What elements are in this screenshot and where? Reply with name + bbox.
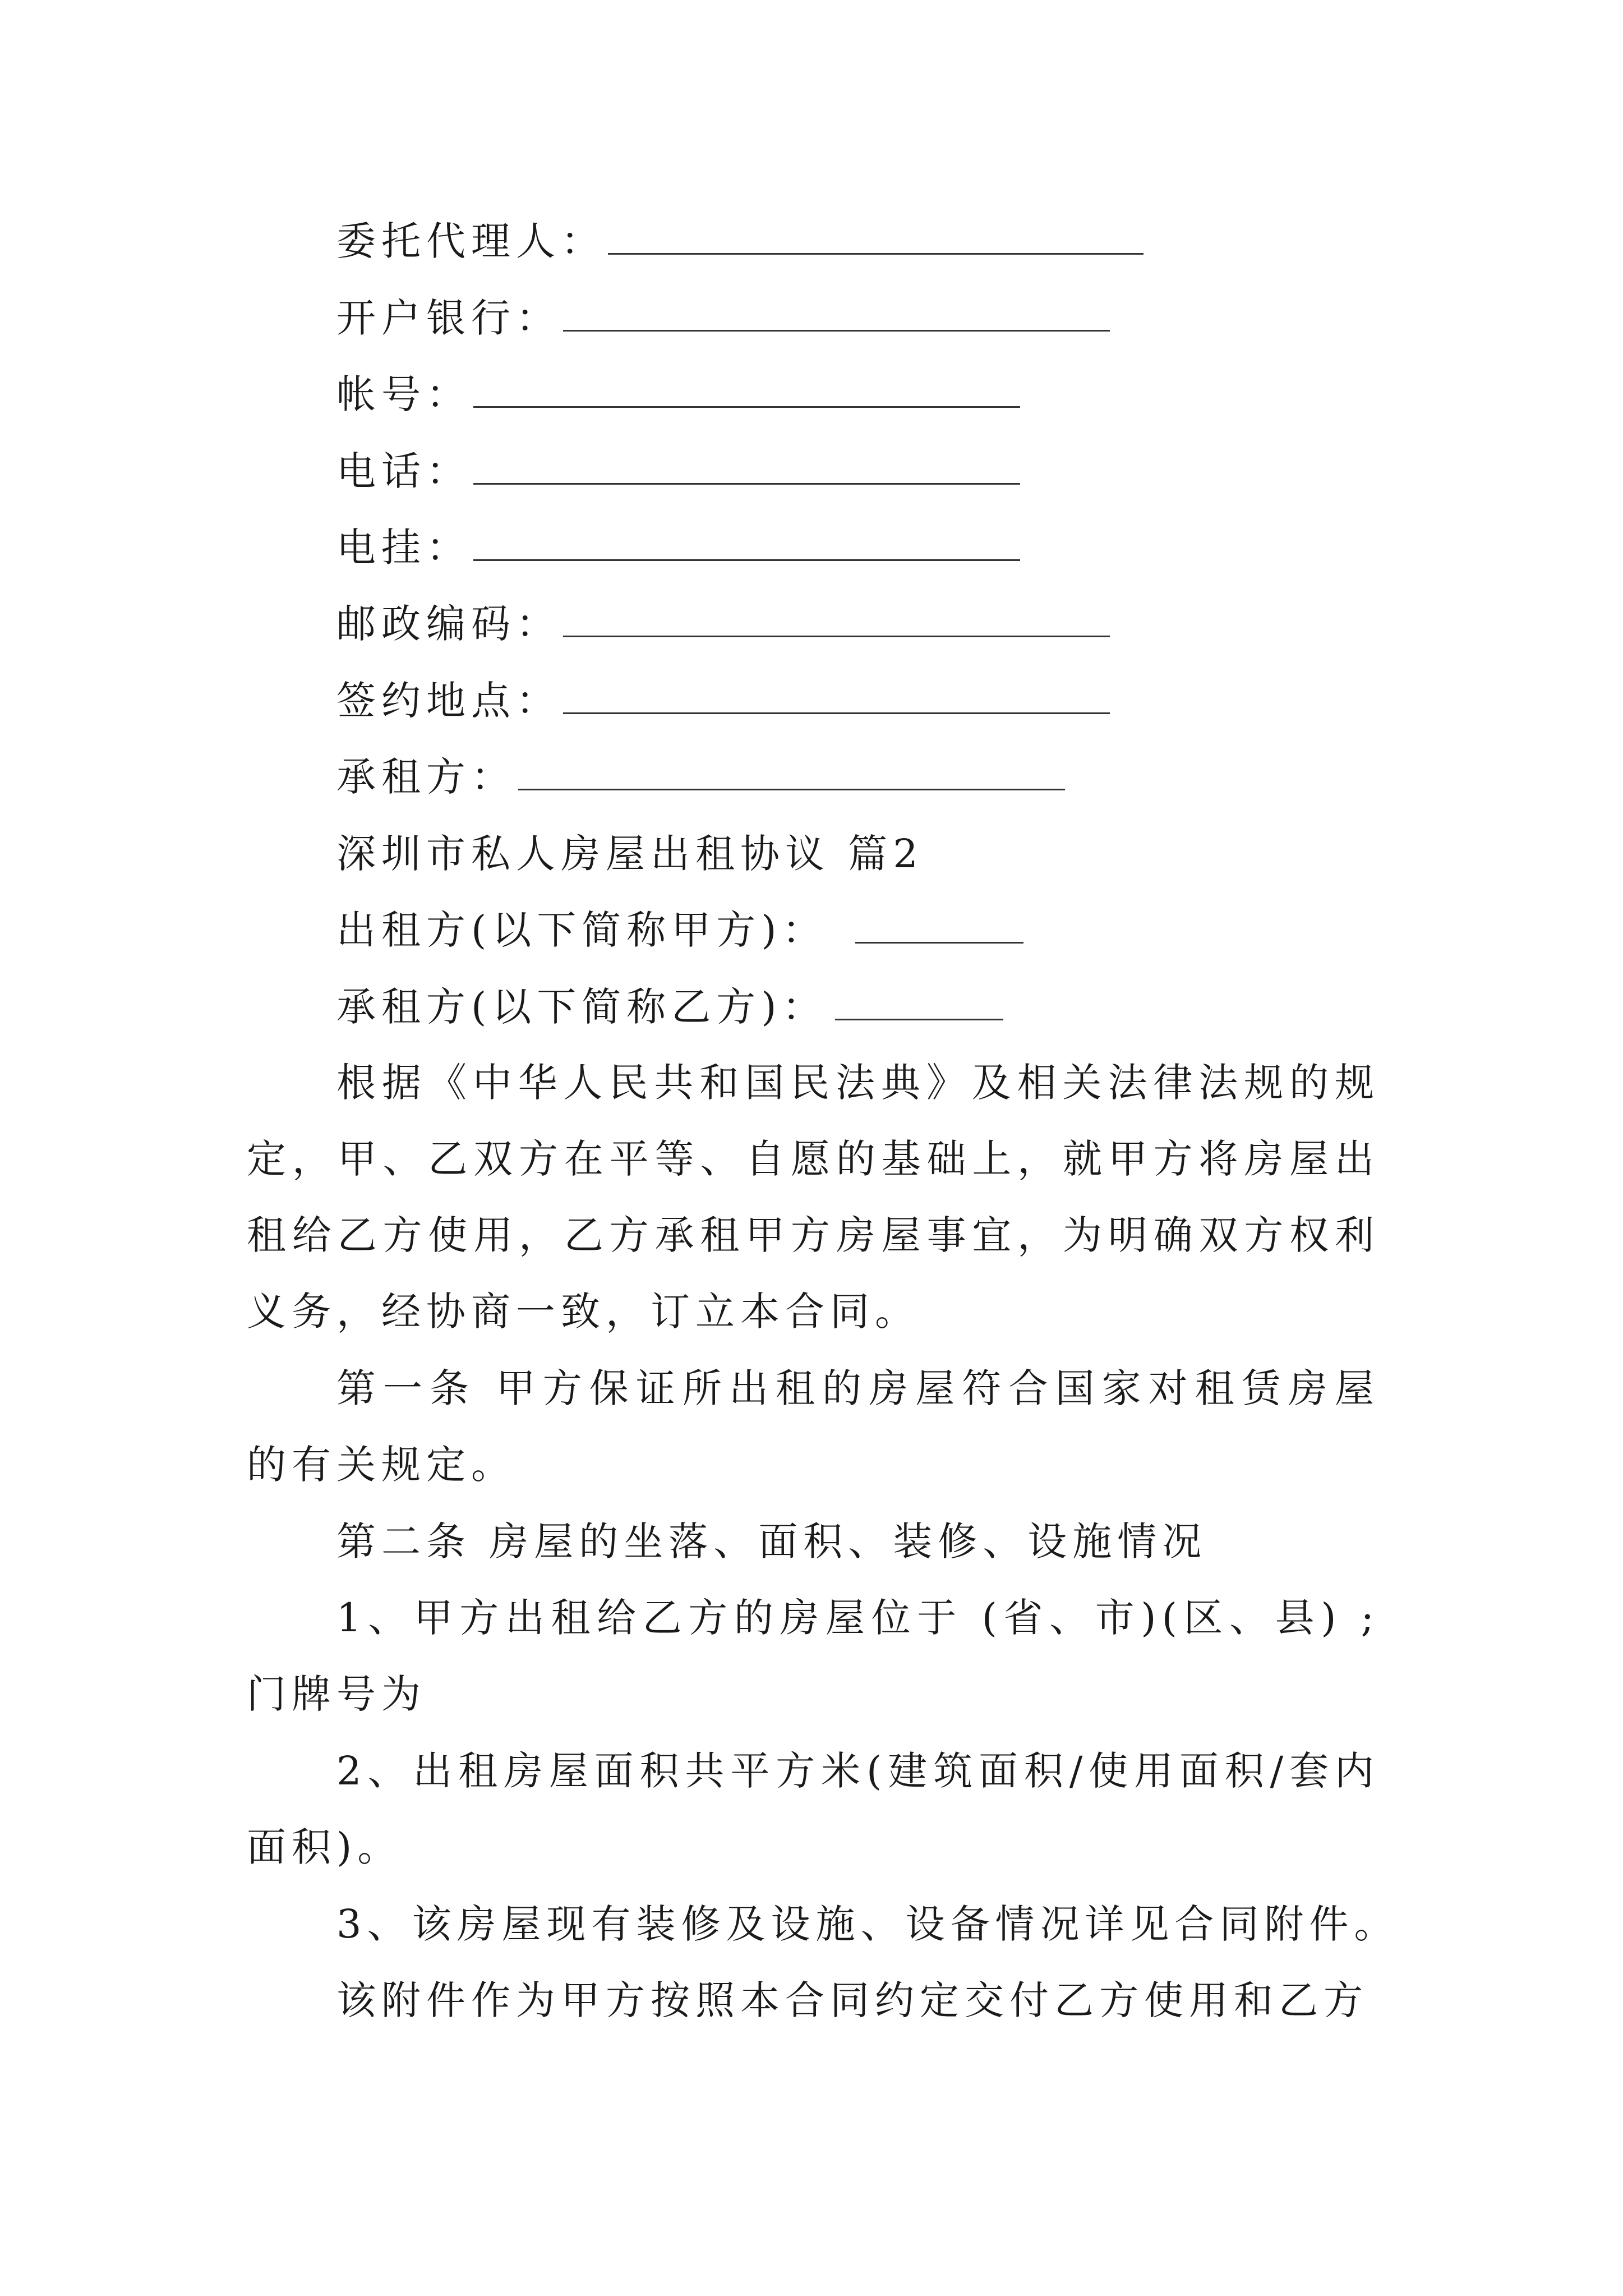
agent-blank [608,222,1144,255]
phone-blank [473,452,1020,485]
postcode-label: 邮政编码： [336,601,561,647]
signing-place-blank [563,681,1110,714]
bank-field [336,295,1110,341]
section-heading: 深圳市私人房屋出租协议 篇2 [336,831,924,877]
postcode-blank [563,604,1110,637]
clause-two: 2、出租房屋面积共平方米(建筑面积/使用面积/套内面积)。 [247,1748,1380,1870]
bank-label: 开户银行： [336,295,561,341]
party-a-label: 出租方(以下简称甲方)： [336,907,827,953]
bank-blank [563,298,1110,332]
cable-field [336,524,1020,570]
article-two: 第二条 房屋的坐落、面积、装修、设施情况 [336,1519,1207,1565]
clause-one: 1、甲方出租给乙方的房屋位于 (省、市)(区、县) ;门牌号为 [247,1595,1380,1717]
agent-field [336,218,1144,264]
lessee-field [336,754,1065,800]
phone-label: 电话： [336,448,471,494]
agent-label: 委托代理人： [336,218,606,264]
party-a-blank [855,910,1023,944]
signing-place-label: 签约地点： [336,678,561,724]
clause-three: 3、该房屋现有装修及设施、设备情况详见合同附件。 [336,1901,1399,1947]
lessee-label: 承租方： [336,754,516,800]
signing-place-field [336,678,1110,724]
party-b-label: 承租方(以下简称乙方)： [336,984,827,1030]
party-b-field [336,984,1003,1030]
cable-label: 电挂： [336,524,471,570]
intro-paragraph: 根据《中华人民共和国民法典》及相关法律法规的规定，甲、乙双方在平等、自愿的基础上，就甲方将房屋出租给乙方使用，乙方承租甲方房屋事宜，为明确双方权利义务，经协商一致，订立本合同。 [247,1060,1380,1335]
cable-blank [473,528,1020,561]
account-field [336,371,1020,417]
account-blank [473,375,1020,408]
annex-paragraph: 该附件作为甲方按照本合同约定交付乙方使用和乙方 [336,1977,1368,2023]
postcode-field [336,601,1110,647]
party-b-blank [835,987,1003,1020]
article-one: 第一条 甲方保证所出租的房屋符合国家对租赁房屋的有关规定。 [247,1365,1380,1488]
lessee-blank [518,757,1065,790]
party-a-field [336,907,1023,953]
account-label: 帐号： [336,371,471,417]
phone-field [336,448,1020,494]
